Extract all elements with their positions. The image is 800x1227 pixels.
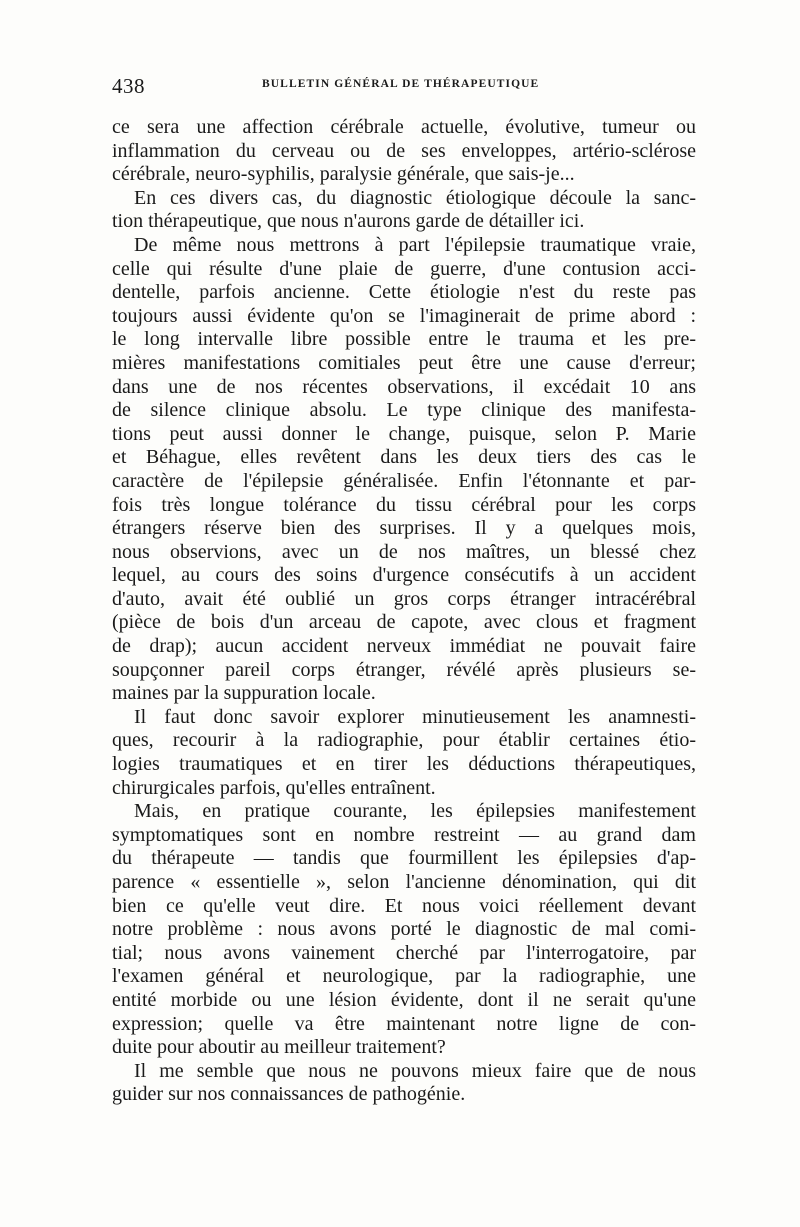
text-line: dans une de nos récentes observations, il excédait 10 ans (112, 375, 696, 398)
page-number: 438 (112, 74, 145, 98)
text-line: Il faut donc savoir explorer minutieusement les anamnesti- (134, 705, 696, 728)
text-line: de drap); aucun accident nerveux immédiat ne pouvait faire (112, 635, 696, 658)
text-line: caractère de l'épilepsie généralisée. Enfin l'étonnante et par- (112, 469, 696, 492)
text-line: chirurgicales parfois, qu'elles entraînent. (112, 776, 436, 799)
text-line: d'auto, avait été oublié un gros corps étranger intracérébral (112, 587, 696, 610)
text-line: fois très longue tolérance du tissu cérébral pour les corps (112, 493, 696, 516)
text-line: celle qui résulte d'une plaie de guerre, d'une contusion acci- (112, 257, 696, 280)
text-line: mières manifestations comitiales peut être une cause d'erreur; (112, 351, 696, 374)
text-line: toujours aussi évidente qu'on se l'imaginerait de prime abord : (112, 304, 696, 327)
text-line: tial; nous avons vainement cherché par l'interrogatoire, par (112, 941, 696, 964)
text-line: soupçonner pareil corps étranger, révélé après plusieurs se- (112, 658, 696, 681)
text-line: tions peut aussi donner le change, puisque, selon P. Marie (112, 422, 696, 445)
text-line: tion thérapeutique, que nous n'aurons garde de détailler ici. (112, 210, 585, 233)
text-line: duite pour aboutir au meilleur traitement? (112, 1036, 446, 1059)
text-line: entité morbide ou une lésion évidente, dont il ne serait qu'une (112, 988, 696, 1011)
text-line: inflammation du cerveau ou de ses enveloppes, artério-sclérose (112, 139, 696, 162)
text-line: du thérapeute — tandis que fourmillent les épilepsies d'ap- (112, 847, 696, 870)
text-line: logies traumatiques et en tirer les déductions thérapeutiques, (112, 753, 696, 776)
text-line: étrangers réserve bien des surprises. Il y a quelques mois, (112, 517, 696, 540)
text-line: l'examen général et neurologique, par la radiographie, une (112, 965, 696, 988)
text-line: parence « essentielle », selon l'ancienne dénomination, qui dit (112, 871, 696, 893)
body-text (112, 116, 696, 1107)
text-line: (pièce de bois d'un arceau de capote, avec clous et fragment (112, 611, 696, 634)
text-line: De même nous mettrons à part l'épilepsie traumatique vraie, (134, 233, 696, 256)
text-line: et Béhague, elles revêtent dans les deux tiers des cas le (112, 446, 696, 469)
text-line: dentelle, parfois ancienne. Cette étiologie n'est du reste pas (112, 281, 696, 304)
text-line: ce sera une affection cérébrale actuelle, évolutive, tumeur ou (112, 116, 696, 138)
text-line: maines par la suppuration locale. (112, 682, 376, 705)
text-line: notre problème : nous avons porté le diagnostic de mal comi- (112, 918, 696, 941)
text-line: guider sur nos connaissances de pathogénie. (112, 1083, 466, 1106)
running-title: BULLETIN GÉNÉRAL DE THÉRAPEUTIQUE (262, 78, 540, 90)
text-line: cérébrale, neuro-syphilis, paralysie générale, que sais-je... (112, 163, 575, 186)
text-line: En ces divers cas, du diagnostic étiologique découle la sanc- (134, 186, 696, 209)
text-line: de silence clinique absolu. Le type clinique des manifesta- (112, 399, 696, 422)
text-line: le long intervalle libre possible entre le trauma et les pre- (112, 328, 696, 351)
text-line: Mais, en pratique courante, les épilepsies manifestement (134, 800, 696, 823)
text-line: nous observions, avec un de nos maîtres, un blessé chez (112, 540, 696, 563)
text-line: bien ce qu'elle veut dire. Et nous voici réellement devant (112, 894, 696, 917)
text-line: lequel, au cours des soins d'urgence consécutifs à un accident (112, 564, 696, 587)
page-header (112, 74, 696, 104)
text-line: expression; quelle va être maintenant notre ligne de con- (112, 1012, 696, 1035)
text-line: symptomatiques sont en nombre restreint — au grand dam (112, 823, 696, 846)
text-line: ques, recourir à la radiographie, pour établir certaines étio- (112, 729, 696, 752)
text-line: Il me semble que nous ne pouvons mieux faire que de nous (134, 1059, 696, 1082)
